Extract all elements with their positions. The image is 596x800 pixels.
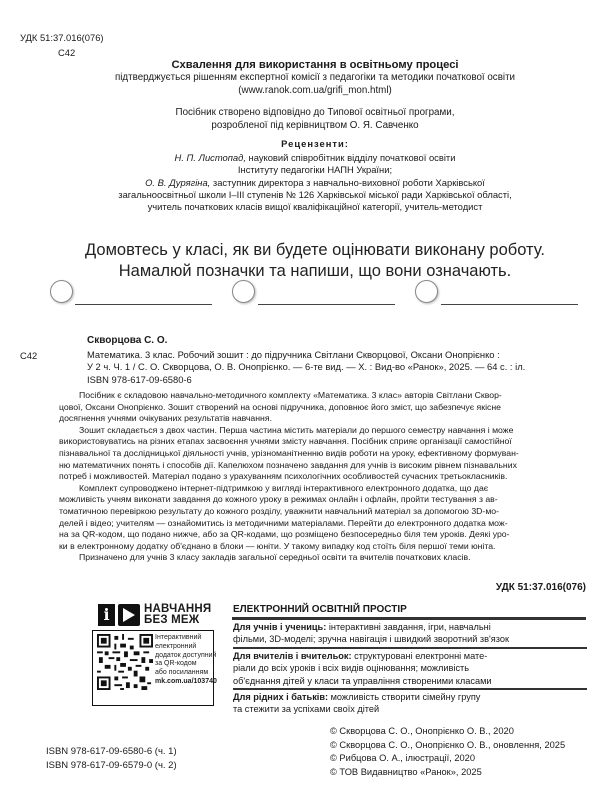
program-line2: розробленої під керівництвом О. Я. Савченко [211,119,419,131]
copyright-line: © ТОВ Видавництво «Ранок», 2025 [330,766,482,777]
qr-note-line: за QR-кодом [155,660,197,668]
eos-divider [232,617,586,620]
eos-list [233,621,589,716]
eos-parents-text: можливість створити сімейну групу [330,692,481,703]
qr-note-line: електронний [155,642,197,650]
catalog-isbn: ISBN 978-617-09-6580-6 [87,373,192,385]
mark-line-1[interactable] [75,304,212,305]
qr-note-line: додаток доступний [155,651,217,659]
eos-parents-label: Для рідних і батьків: [233,692,329,703]
para-3-line: делей і відео; учителям — ознайомитись із методичними матеріалами. Перейти до електронного додатка мож- [59,517,508,528]
para-3-line: можливість учням виконати завдання до кожного уроку в режимах онлайн і офлайн, пройти тестування з ав- [59,494,498,505]
eos-parents-text: та стежити за успіхами своїх дітей [233,704,380,715]
reviewer-1 [40,152,590,213]
isbn-part2: ISBN 978-617-09-6579-0 (ч. 2) [46,760,177,771]
copyright-list [330,725,565,779]
mark-circle-2[interactable] [232,280,255,303]
reviewer-2-line3: учитель початкових класів вищої кваліфікаційної категорії, учитель-методист [147,201,483,213]
para-3-line: на за QR-кодом, що подано нижче, або за QR-кодами, що розміщено безпосередньо біля тем уроків. Деякі уро- [59,529,510,540]
reviewer-2-name: О. В. Дурягіна, [145,176,211,188]
copyright-line: © Скворцова С. О., Онопрієнко О. В., оновлення, 2025 [330,739,566,750]
para-1-line: цової, Оксани Онопрієнко. Зошит створений на основі підручника, доповнює його зміст, що забезпечує якісне [59,401,501,412]
para-1 [59,390,587,402]
approval-block [40,59,590,132]
qr-link[interactable]: mk.com.ua/103740 [155,677,217,685]
qr-note [155,634,217,687]
udk-bottom: УДК 51:37.016(076) [495,582,586,593]
eos-students-text: фільми, 3D-моделі; зручна навігація і швидкий зворотний зв'язок [233,634,509,645]
para-2-line: Зошит складається з двох частин. Перша частина містить матеріали до першого семестру навчання і може [79,424,514,435]
para-3-line: ки в електронному додатку об'єднано в блоки — юніти. У такому випадку код стоїть біля першої теми юніта. [59,540,496,551]
para-1-line: Посібник є складовою навчально-методичного комплекту «Математика. 3 клас» авторів Світлани Сквор- [79,390,502,400]
isbn-list [46,745,177,773]
bib-line1: Математика. 3 клас. Робочий зошит : до підручника Світлани Скворцової, Оксани Онопрієнко : [87,349,500,360]
task-line1: Домовтесь у класі, як ви будете оцінювати виконану роботу. [85,241,545,259]
bib-line2: У 2 ч. Ч. 1 / С. О. Скворцова, О. В. Онопрієнко. — 6-те вид. — Х. : Вид-во «Ранок», 2025. — 64 с. : іл. [87,361,526,373]
para-4-line: Призначено для учнів 3 класу закладів загальної середньої освіти та вчителів початкових класів. [79,552,471,563]
para-2-line: використовуватись на різних етапах засвоєння учнями змісту навчання. Посібник сприяє організації самостійної [59,436,512,447]
approval-title: Схвалення для використання в освітньому процесі [171,59,459,71]
para-1-line: досягнення учнями очікуваних результатів навчання. [59,413,272,424]
program-line1: Посібник створено відповідно до Типової освітньої програми, [175,107,455,118]
catalog-annotation [59,390,587,564]
mark-circle-3[interactable] [415,280,438,303]
para-2-line: пізнавальної та дослідницької діяльності учнів, урізноманітненню видів роботи на уроку, ефективному формуван- [59,447,519,458]
eos-title: ЕЛЕКТРОННИЙ ОСВІТНІЙ ПРОСТІР [233,604,407,615]
approval-line1: підтверджується рішенням експертної комісії з педагогіки та методики початкової освіти [114,72,516,83]
para-2-line: потреб і можливостей. Матеріал подано з урахуванням психологічних особливостей сучасних третьокласників. [59,471,508,482]
eos-parents [233,691,589,703]
udk-top: УДК 51:37.016(076) [20,32,104,43]
reviewers-heading: Рецензенти: [281,138,349,149]
catalog-code: С42 [20,350,38,361]
eos-teachers-text: структуровані електронні мате- [354,650,488,661]
reviewer-1-role: науковий співробітник відділу початкової освіти [245,152,456,163]
mark-line-3[interactable] [441,304,578,305]
eos-students-text: інтерактивні завдання, ігри, навчальні [328,622,491,632]
eos-teachers [233,650,589,662]
qr-note-line: Інтерактивний [155,634,202,641]
eos-students [233,621,589,633]
reviewer-1-line2: Інституту педагогіки НАПН України; [237,164,393,176]
eos-teachers-label: Для вчителів і вчительок: [233,650,352,661]
brand-line2: БЕЗ МЕЖ [144,614,200,626]
eos-students-label: Для учнів і учениць: [233,622,327,632]
code-top: C42 [58,47,76,58]
brand-line1: НАВЧАННЯ [144,603,212,615]
task-text [40,240,590,282]
eos-teachers-text: ріали до всіх уроків і всіх видів оцінювання; можливість [233,663,470,674]
mark-line-2[interactable] [258,304,395,305]
qr-code-icon[interactable] [97,634,153,690]
isbn-part1: ISBN 978-617-09-6580-6 (ч. 1) [46,746,177,757]
mark-circle-1[interactable] [50,280,73,303]
reviewer-2-role: заступник директора з навчально-виховної роботи Харківської [210,176,485,188]
qr-note-line: або посиланням [155,669,209,677]
reviewer-1-name: Н. П. Листопад, [174,152,246,163]
copyright-line: © Скворцова С. О., Онопрієнко О. В., 2020 [330,726,514,736]
brand-text [144,604,211,626]
eos-teachers-text: об'єднання дітей у класи та управління створеними класами [233,675,492,686]
brand-arrow-icon [118,604,140,626]
approval-line2: (www.ranok.com.ua/grifi_mon.html) [238,84,392,96]
catalog-bib [87,349,587,386]
reviewer-2-line2: загальноосвітньої школи I–III ступенів № 126 Харківської міської ради Харківської області, [118,188,512,200]
task-line2: Намалюй позначки та напиши, що вони означають. [118,262,512,280]
brand-i-icon: i [98,604,115,626]
copyright-line: © Рибцова О. А., ілюстрації, 2020 [330,753,476,764]
para-3-line: Комплект супроводжено інтернет-підтримкою у вигляді інтерактивного електронного додатка, що дає [79,482,489,493]
eos-divider [233,647,587,649]
eos-divider [233,688,587,690]
catalog-author: Скворцова С. О. [87,335,168,346]
para-3-line: томатичною перевіркою результату до кожного розділу, уважнити навчальний матеріал за допомогою 3D-мо- [59,505,500,516]
para-2-line: ню математичних понять і способів дії. Капелюхом позначено завдання для учнів із високим рівнем пізнавальних [59,459,517,470]
